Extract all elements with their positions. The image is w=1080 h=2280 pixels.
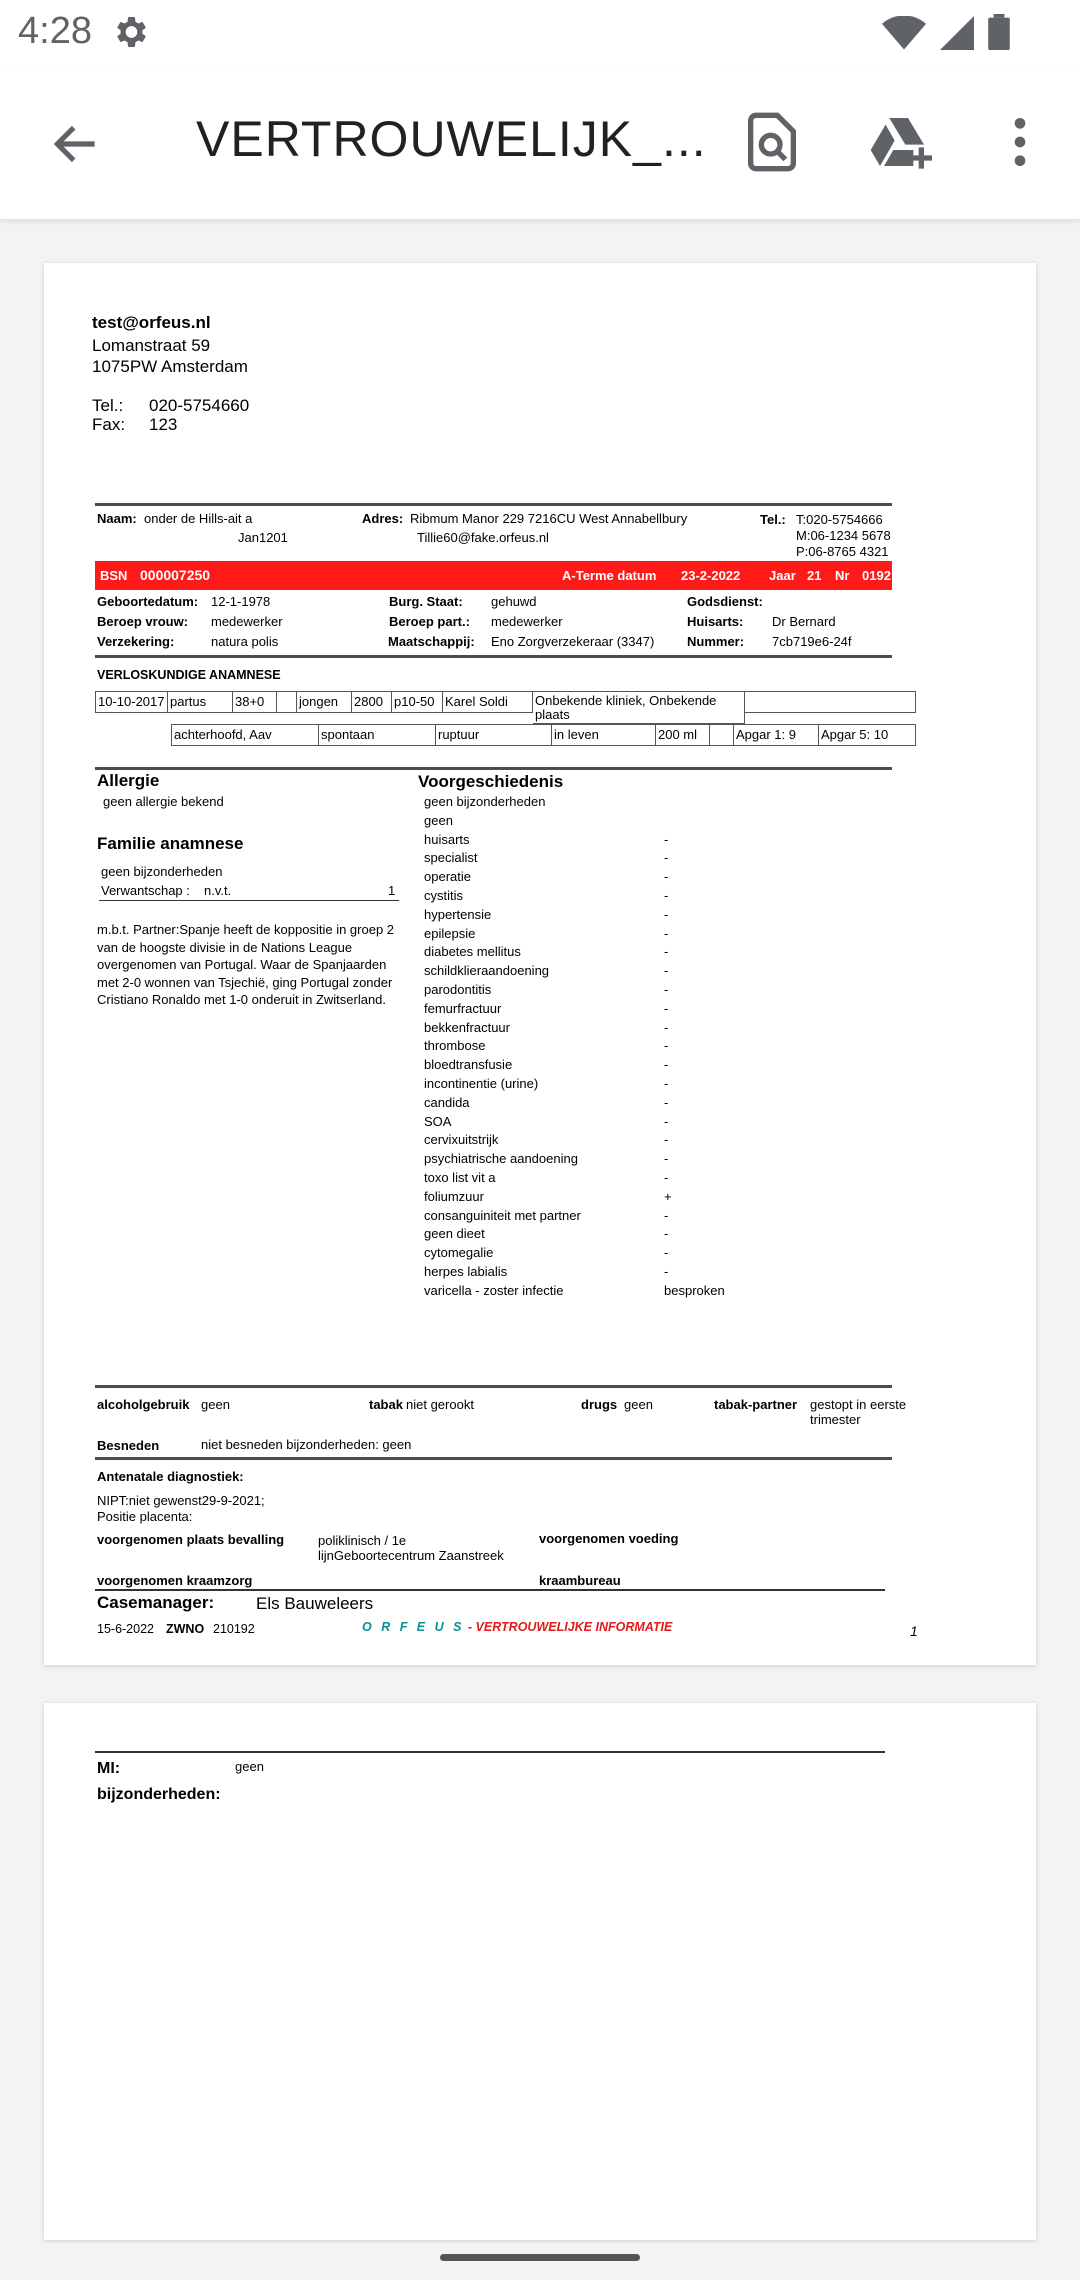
history-item-value: -	[664, 963, 669, 979]
history-item-label: cystitis	[424, 888, 463, 903]
godsdienst-label: Godsdienst:	[687, 594, 763, 609]
jaar-label: Jaar	[769, 568, 796, 583]
footer-date: 15-6-2022	[97, 1622, 154, 1636]
cell-perineum: ruptuur	[436, 725, 552, 745]
find-in-document-icon[interactable]	[740, 110, 804, 174]
cell-partus: partus	[168, 692, 233, 712]
huisarts-label: Huisarts:	[687, 614, 744, 629]
burg-staat-label: Burg. Staat:	[389, 594, 463, 609]
more-options-icon[interactable]	[988, 110, 1052, 174]
history-item-label: bloedtransfusie	[424, 1057, 513, 1073]
familie-note	[97, 921, 394, 1009]
cell-weight: 2800	[352, 692, 392, 712]
divider	[95, 1751, 885, 1753]
naam-value-2: Jan1201	[238, 530, 288, 545]
placenta-line: Positie placenta:	[97, 1509, 193, 1524]
patient-tel-3: P:06-8765 4321	[796, 544, 889, 559]
orfeus-logo-text: O R F E U S	[362, 1620, 465, 1634]
mi-value: geen	[235, 1759, 264, 1774]
cell-date: 10-10-2017	[96, 692, 168, 712]
history-item-label: bekkenfractuur	[424, 1019, 510, 1035]
familie-heading: Familie anamnese	[97, 834, 244, 853]
nr-label: Nr	[835, 568, 850, 583]
aterme-value: 23-2-2022	[681, 568, 741, 583]
bsn-label: BSN	[100, 568, 128, 583]
history-item-label: parodontitis	[424, 982, 492, 997]
footer-brand	[362, 1620, 672, 1634]
aterme-label: A-Terme datum	[562, 568, 657, 583]
history-item-value: -	[664, 944, 669, 960]
plaats-bevalling-value-2: lijnGeboortecentrum Zaanstreek	[318, 1548, 504, 1563]
divider	[99, 900, 399, 901]
history-item-label: cervixuitstrijk	[424, 1132, 499, 1148]
kraamzorg-label: voorgenomen kraamzorg	[97, 1573, 253, 1588]
note-line: met 2-0 wonnen van Tsjechië, ging Portugal zonder	[97, 974, 393, 990]
patient-email: Tillie60@fake.orfeus.nl	[417, 530, 549, 545]
history-item-value: -	[664, 869, 669, 885]
adres-label: Adres:	[362, 511, 404, 526]
sender-fax-label: Fax:	[92, 415, 126, 434]
casemanager-label: Casemanager:	[97, 1593, 215, 1612]
divider	[95, 1457, 892, 1460]
voeding-label: voorgenomen voeding	[539, 1531, 679, 1546]
footer-zwno: 210192	[213, 1622, 255, 1636]
history-item-label: thrombose	[424, 1038, 486, 1054]
add-to-drive-icon[interactable]	[868, 110, 932, 174]
battery-icon	[988, 14, 1010, 50]
sender-street: Lomanstraat 59	[92, 336, 211, 355]
mi-label: MI:	[97, 1760, 121, 1777]
sender-fax: 123	[149, 415, 178, 434]
huisarts-value: Dr Bernard	[772, 614, 836, 629]
jaar-value: 21	[807, 568, 822, 583]
history-item-value: -	[664, 1113, 669, 1129]
bsn-value: 000007250	[140, 567, 211, 583]
verloskundige-heading: VERLOSKUNDIGE ANAMNESE	[97, 668, 281, 682]
allergie-text: geen allergie bekend	[103, 794, 224, 809]
history-item-label: toxo list vit a	[424, 1170, 496, 1185]
history-item-label: operatie	[424, 869, 471, 885]
casemanager-name: Els Bauweleers	[256, 1594, 374, 1613]
history-item-value: besproken	[664, 1282, 725, 1298]
verzekering-value: natura polis	[211, 634, 279, 649]
history-item-value: -	[664, 906, 669, 922]
cell-apgar1: Apgar 1: 9	[734, 725, 819, 745]
history-item-value: -	[664, 1000, 669, 1016]
history-item-label: hypertensie	[424, 906, 492, 922]
cell-status: in leven	[552, 725, 656, 745]
tabak-partner-value-2: trimester	[810, 1412, 861, 1427]
history-item-label: cytomegalie	[424, 1245, 494, 1261]
history-item-value: -	[664, 1170, 669, 1185]
beroep-part-label: Beroep part.:	[389, 614, 470, 629]
history-item-value: -	[664, 1057, 669, 1073]
cell-extra	[745, 692, 915, 712]
history-item-label: herpes labialis	[424, 1264, 508, 1279]
history-item-value: +	[664, 1188, 672, 1204]
patient-tel-1: T:020-5754666	[796, 512, 883, 527]
sender-tel: 020-5754660	[149, 396, 250, 415]
verwant-label: Verwantschap :	[101, 883, 190, 898]
document-page-1	[44, 263, 1036, 1665]
page-number: 1	[910, 1623, 918, 1639]
history-item-value: -	[664, 1151, 669, 1167]
history-item-label: diabetes mellitus	[424, 944, 521, 960]
history-item-value: -	[664, 925, 669, 941]
history-item-value: -	[664, 1076, 669, 1091]
history-item-label: epilepsie	[424, 925, 476, 941]
history-item-value: -	[664, 888, 669, 903]
nipt-line: NIPT:niet gewenst29-9-2021;	[97, 1493, 265, 1508]
history-item-value: -	[664, 1038, 669, 1054]
history-item-value: -	[664, 1264, 669, 1279]
document-title: VERTROUWELIJK_...	[196, 111, 707, 167]
cell-signal-icon	[940, 16, 974, 50]
tabak-partner-value-1: gestopt in eerste	[810, 1397, 907, 1412]
history-item-value: -	[664, 1245, 669, 1261]
history-item-label: incontinentie (urine)	[424, 1076, 539, 1091]
history-item-label: specialist	[424, 850, 478, 866]
cell-term: 38+0	[233, 692, 277, 712]
footer-zwno-label: ZWNO	[166, 1622, 205, 1636]
nr-value: 0192	[862, 568, 891, 583]
naam-label: Naam:	[97, 511, 137, 526]
app-bar	[0, 66, 1080, 220]
voorgeschiedenis-heading: Voorgeschiedenis	[418, 772, 564, 791]
drugs-label: drugs	[581, 1397, 618, 1412]
history-item-label: huisarts	[424, 831, 470, 847]
tabak-value: niet gerookt	[406, 1397, 474, 1412]
cell-location: Onbekende kliniek, Onbekende plaats	[533, 692, 745, 724]
divider	[95, 767, 892, 770]
history-item-label: varicella - zoster infectie	[424, 1282, 564, 1298]
history-item-label: geen bijzonderheden	[424, 794, 546, 809]
cell-begin: spontaan	[319, 725, 436, 745]
alcohol-label: alcoholgebruik	[97, 1397, 190, 1412]
history-item-label: geen	[424, 812, 453, 828]
alcohol-value: geen	[201, 1397, 230, 1412]
sender-city: 1075PW Amsterdam	[92, 357, 248, 376]
verwant-value: n.v.t.	[204, 883, 232, 898]
history-item-value: -	[664, 831, 669, 847]
status-bar	[0, 0, 1080, 66]
history-item-label: SOA	[424, 1113, 452, 1129]
cell-apgar5: Apgar 5: 10	[821, 727, 889, 742]
cell-spacer	[710, 725, 734, 745]
document-page-2	[44, 1703, 1036, 2240]
maatschappij-value: Eno Zorgverzekeraar (3347)	[491, 634, 655, 649]
allergie-heading: Allergie	[97, 771, 160, 790]
cell-percentile: p10-50	[392, 692, 443, 712]
divider	[95, 503, 892, 506]
sender-tel-label: Tel.:	[92, 396, 124, 415]
status-time: 4:28	[18, 10, 92, 52]
history-item-value: -	[664, 1132, 669, 1148]
wifi-icon	[882, 16, 926, 50]
history-item-label: foliumzuur	[424, 1188, 484, 1204]
nummer-value: 7cb719e6-24f	[772, 634, 852, 649]
geboortedatum-label: Geboortedatum:	[97, 594, 199, 609]
nummer-label: Nummer:	[687, 634, 745, 649]
obstetric-history-row	[95, 691, 916, 722]
history-item-value: -	[664, 850, 669, 866]
cell-ligging: achterhoofd, Aav	[172, 725, 319, 745]
beroep-part-value: medewerker	[491, 614, 563, 629]
note-line: m.b.t. Partner:Spanje heeft de koppositie in groep 2	[97, 922, 395, 937]
divider	[95, 1589, 885, 1591]
note-line: van de hoogste divisie in de Nations League	[97, 939, 353, 955]
divider	[95, 1385, 892, 1388]
tabak-label: tabak	[369, 1397, 403, 1412]
history-item-value: -	[664, 1019, 669, 1035]
cell-name: Karel Soldi	[443, 692, 533, 712]
note-line: overgenomen van Portugal. Waar de Spanjaarden	[97, 957, 387, 972]
maatschappij-label: Maatschappij:	[388, 634, 475, 649]
verzekering-label: Verzekering:	[97, 634, 175, 649]
home-indicator[interactable]	[440, 2254, 640, 2261]
history-item-label: consanguiniteit met partner	[424, 1207, 581, 1223]
history-item-value: -	[664, 982, 669, 997]
beroep-vrouw-label: Beroep vrouw:	[97, 614, 189, 629]
bijzonderheden-label: bijzonderheden:	[97, 1786, 221, 1803]
cell-sex: jongen	[297, 692, 352, 712]
plaats-bevalling-label: voorgenomen plaats bevalling	[97, 1532, 285, 1547]
antenatale-heading: Antenatale diagnostiek:	[97, 1469, 244, 1484]
history-item-label: candida	[424, 1094, 470, 1110]
adres-value: Ribmum Manor 229 7216CU West Annabellbury	[410, 511, 688, 526]
naam-value: onder de Hills-ait a	[144, 511, 253, 526]
cell-empty	[277, 692, 297, 712]
besneden-label: Besneden	[97, 1438, 160, 1453]
burg-staat-value: gehuwd	[491, 594, 537, 609]
history-item-value: -	[664, 1226, 669, 1242]
kraambureau-label: kraambureau	[539, 1573, 621, 1588]
tabak-partner-label: tabak-partner	[714, 1397, 798, 1412]
history-item-label: femurfractuur	[424, 1000, 502, 1016]
plaats-bevalling-value-1: poliklinisch / 1e	[318, 1533, 407, 1548]
sender-email: test@orfeus.nl	[92, 313, 211, 332]
obstetric-history-row-2	[171, 724, 916, 746]
patient-tel-2: M:06-1234 5678	[796, 528, 891, 543]
history-item-label: psychiatrische aandoening	[424, 1151, 578, 1167]
cell-bloodloss: 200 ml	[656, 725, 710, 745]
drugs-value: geen	[624, 1397, 653, 1412]
confidential-text: - VERTROUWELIJKE INFORMATIE	[464, 1620, 673, 1634]
patient-tel-label: Tel.:	[760, 512, 786, 527]
history-item-label: geen dieet	[424, 1226, 485, 1242]
history-item-value: -	[664, 1207, 669, 1223]
back-arrow-icon[interactable]	[48, 116, 104, 172]
verwant-number: 1	[388, 883, 396, 898]
history-item-label: schildklieraandoening	[424, 963, 550, 979]
note-line: Cristiano Ronaldo met 1-0 onderuit in Zwitserland.	[97, 992, 387, 1007]
divider	[95, 655, 892, 658]
besneden-value: niet besneden bijzonderheden: geen	[201, 1437, 412, 1452]
bsn-bar	[95, 561, 892, 590]
beroep-vrouw-value: medewerker	[211, 614, 283, 629]
settings-gear-icon	[110, 12, 150, 52]
familie-text: geen bijzonderheden	[101, 864, 223, 879]
geboortedatum-value: 12-1-1978	[211, 594, 271, 609]
history-item-value: -	[664, 1094, 669, 1110]
